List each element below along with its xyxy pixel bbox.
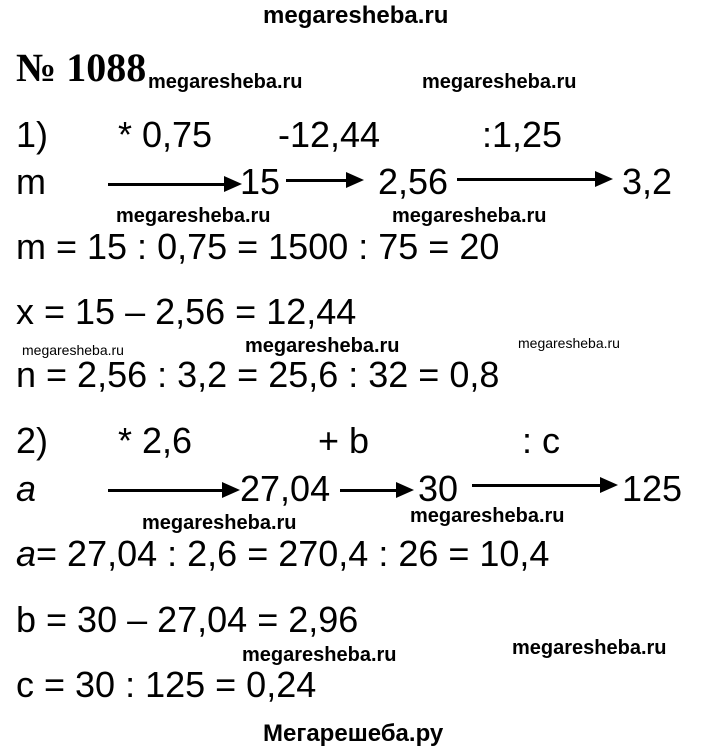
- part2-op-add: + b: [318, 420, 370, 461]
- part2-arrow-3: [472, 484, 602, 487]
- part1-op-multiply: * 0,75: [118, 114, 213, 155]
- watermark: megaresheba.ru: [242, 644, 397, 666]
- watermark: megaresheba.ru: [142, 512, 297, 534]
- footer-site-name: Мегарешеба.ру: [263, 720, 444, 747]
- part1-value-3: 3,2: [622, 161, 673, 202]
- part2-label: 2): [16, 420, 49, 461]
- watermark: megaresheba.ru: [518, 335, 620, 351]
- watermark: megaresheba.ru: [422, 71, 577, 93]
- part1-value-2: 2,56: [378, 161, 449, 202]
- part2-value-3: 125: [622, 468, 683, 509]
- part2-line-3: c = 30 : 125 = 0,24: [16, 664, 317, 705]
- part2-op-multiply: * 2,6: [118, 420, 193, 461]
- part2-op-divide: : c: [522, 420, 561, 461]
- problem-number: № 1088: [16, 45, 147, 90]
- part2-line-1-expr: = 27,04 : 2,6 = 270,4 : 26 = 10,4: [36, 533, 550, 574]
- watermark: megaresheba.ru: [116, 205, 271, 227]
- part1-arrow-1: [108, 183, 226, 186]
- part2-value-1: 27,04: [240, 468, 331, 509]
- watermark: megaresheba.ru: [245, 335, 400, 357]
- part1-op-divide: :1,25: [482, 114, 563, 155]
- part1-line-1: m = 15 : 0,75 = 1500 : 75 = 20: [16, 226, 500, 267]
- part2-start-var: a: [16, 468, 37, 509]
- watermark: megaresheba.ru: [512, 637, 667, 659]
- part2-value-2: 30: [418, 468, 459, 509]
- part2-line-1: [16, 533, 550, 574]
- part1-arrow-3: [457, 178, 597, 181]
- part1-line-3: n = 2,56 : 3,2 = 25,6 : 32 = 0,8: [16, 354, 500, 395]
- header-site-name: megaresheba.ru: [263, 2, 449, 29]
- part1-line-2: x = 15 – 2,56 = 12,44: [16, 291, 357, 332]
- part1-value-1: 15: [240, 161, 281, 202]
- part1-arrow-2: [286, 179, 348, 182]
- part1-label: 1): [16, 114, 49, 155]
- part2-line-2: b = 30 – 27,04 = 2,96: [16, 599, 359, 640]
- part1-op-subtract: -12,44: [278, 114, 381, 155]
- part2-arrow-2: [340, 489, 398, 492]
- part1-start-var: m: [16, 161, 46, 202]
- watermark: megaresheba.ru: [392, 205, 547, 227]
- part2-line-1-var: a: [16, 533, 37, 574]
- part2-arrow-1: [108, 489, 224, 492]
- watermark: megaresheba.ru: [410, 505, 565, 527]
- watermark: megaresheba.ru: [22, 342, 124, 358]
- watermark: megaresheba.ru: [148, 71, 303, 93]
